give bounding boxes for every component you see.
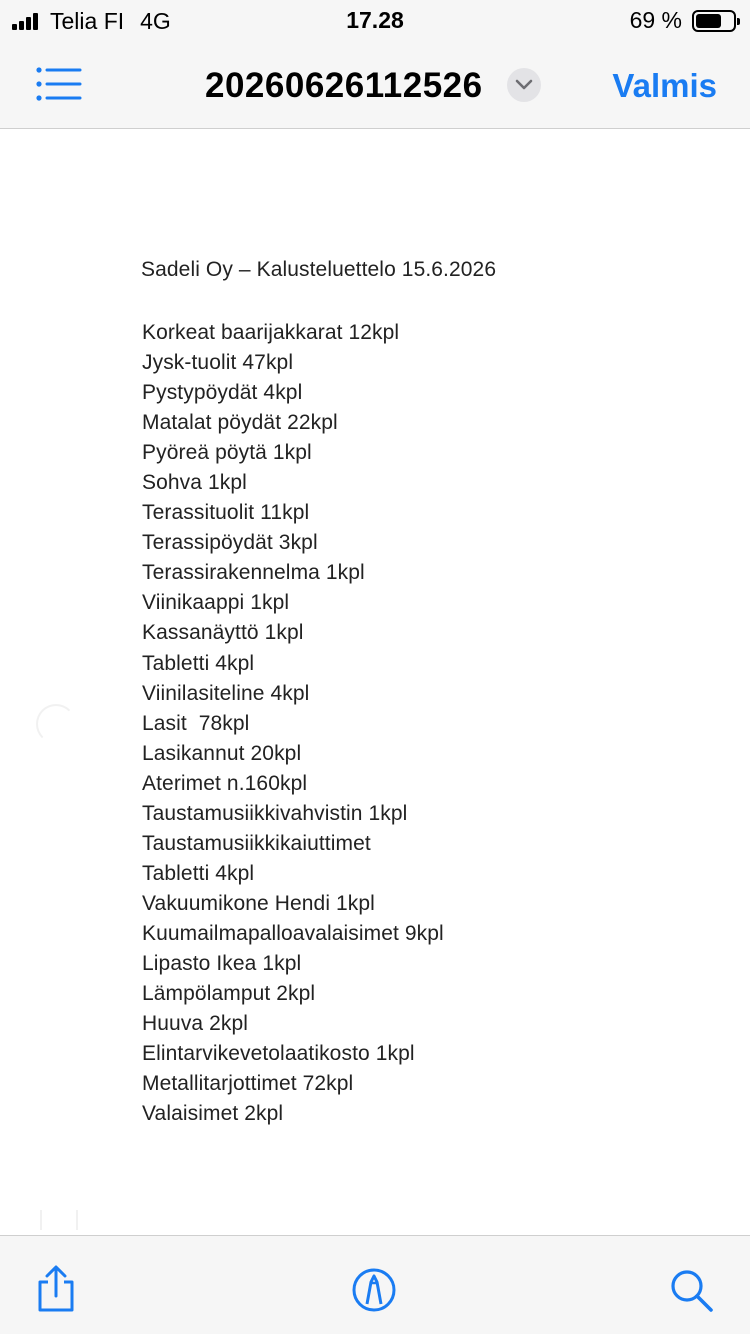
list-item: Sohva 1kpl [142,471,247,495]
list-item: Terassirakennelma 1kpl [142,561,365,585]
faint-mark [36,704,76,744]
battery-percentage: 69 % [629,7,682,33]
list-item: Jysk-tuolit 47kpl [142,351,294,375]
search-icon [667,1266,715,1314]
list-item: Terassipöydät 3kpl [142,531,318,555]
bottom-toolbar [0,1235,750,1334]
list-item: Huuva 2kpl [142,1012,249,1036]
furniture-list [142,318,444,1129]
list-item: Tabletti 4kpl [142,861,255,885]
chevron-down-icon [515,79,533,91]
list-view-button[interactable] [34,64,84,106]
search-button[interactable] [667,1266,715,1314]
battery-icon [692,10,736,32]
status-time: 17.28 [346,7,404,33]
list-item: Kuumailmapalloavalaisimet 9kpl [142,921,444,945]
done-button[interactable]: Valmis [612,67,717,104]
share-icon [32,1264,80,1314]
list-item: Matalat pöydät 22kpl [142,411,338,435]
list-item: Viinilasiteline 4kpl [142,681,310,705]
list-item: Pystypöydät 4kpl [142,381,303,405]
list-item: Valaisimet 2kpl [142,1102,284,1126]
list-item: Metallitarjottimet 72kpl [142,1072,354,1096]
list-item: Lipasto Ikea 1kpl [142,951,302,975]
carrier-name: Telia FI [50,7,125,34]
faint-mark [40,1210,78,1230]
list-item: Kassanäyttö 1kpl [142,621,304,645]
list-item: Taustamusiikkivahvistin 1kpl [142,801,408,825]
list-item: Pyöreä pöytä 1kpl [142,441,312,465]
document-title[interactable]: 20260626112526 [205,66,483,105]
list-item: Elintarvikevetolaatikosto 1kpl [142,1042,415,1066]
share-button[interactable] [32,1264,80,1312]
list-item: Vakuumikone Hendi 1kpl [142,891,375,915]
list-item: Tabletti 4kpl [142,651,255,675]
document-view[interactable] [0,130,750,1235]
markup-icon [350,1266,398,1314]
list-item: Viinikaappi 1kpl [142,591,290,615]
list-item: Lasikannut 20kpl [142,741,302,765]
network-type: 4G [140,7,171,34]
list-item: Taustamusiikkikaiuttimet [142,831,371,855]
status-right [630,7,736,34]
title-menu-button[interactable] [507,68,541,102]
markup-button[interactable] [350,1266,398,1314]
list-item: Lasit 78kpl [142,711,250,735]
list-item: Korkeat baarijakkarat 12kpl [142,321,400,344]
document-heading: Sadeli Oy – Kalusteluettelo 15.6.2026 [141,258,497,281]
status-bar [0,0,750,44]
list-icon [34,64,84,106]
battery-level-fill [696,14,721,28]
list-item: Terassituolit 11kpl [142,501,310,525]
list-item: Aterimet n.160kpl [142,771,308,795]
navigation-bar [0,44,750,129]
list-item: Lämpölamput 2kpl [142,982,316,1006]
